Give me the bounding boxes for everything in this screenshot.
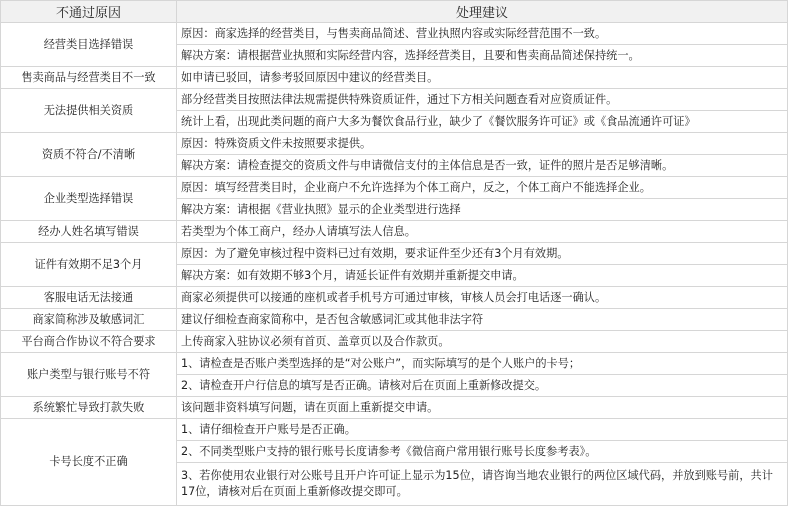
suggestion-cell: 2、请检查开户行信息的填写是否正确。请核对后在页面上重新修改提交。	[177, 375, 788, 397]
suggestion-cell: 统计上看，出现此类问题的商户大多为餐饮食品行业，缺少了《餐饮服务许可证》或《食品流通许可证》	[177, 111, 788, 133]
table-row	[1, 133, 788, 155]
table-row	[1, 23, 788, 45]
table-row	[1, 397, 788, 419]
suggestion-cell: 1、请检查是否账户类型选择的是“对公账户”，而实际填写的是个人账户的卡号；	[177, 353, 788, 375]
suggestion-cell: 解决方案：请检查提交的资质文件与申请微信支付的主体信息是否一致，证件的照片是否足够清晰。	[177, 155, 788, 177]
suggestion-cell: 3、若你使用农业银行对公账号且开户许可证上显示为15位，请咨询当地农业银行的两位区域代码，并放到账号前，共计17位，请核对后在页面上重新修改提交即可。	[177, 463, 788, 506]
reason-cell: 卡号长度不正确	[1, 419, 177, 506]
table-row	[1, 67, 788, 89]
table-row	[1, 287, 788, 309]
table-row	[1, 419, 788, 441]
reason-cell: 证件有效期不足3个月	[1, 243, 177, 287]
suggestion-cell: 原因：为了避免审核过程中资料已过有效期，要求证件至少还有3个月有效期。	[177, 243, 788, 265]
table-row	[1, 353, 788, 375]
reason-cell: 经营类目选择错误	[1, 23, 177, 67]
suggestion-cell: 上传商家入驻协议必须有首页、盖章页以及合作款页。	[177, 331, 788, 353]
suggestion-cell: 建议仔细检查商家简称中，是否包含敏感词汇或其他非法字符	[177, 309, 788, 331]
table-row	[1, 89, 788, 111]
table-row	[1, 177, 788, 199]
reason-cell: 企业类型选择错误	[1, 177, 177, 221]
reason-cell: 商家简称涉及敏感词汇	[1, 309, 177, 331]
suggestion-cell: 2、不同类型账户支持的银行账号长度请参考《微信商户常用银行账号长度参考表》。	[177, 441, 788, 463]
reason-cell: 经办人姓名填写错误	[1, 221, 177, 243]
table-row	[1, 331, 788, 353]
column-header-suggestion: 处理建议	[177, 1, 788, 23]
suggestion-cell: 如申请已驳回，请参考驳回原因中建议的经营类目。	[177, 67, 788, 89]
suggestion-cell: 原因：特殊资质文件未按照要求提供。	[177, 133, 788, 155]
table-row	[1, 221, 788, 243]
suggestion-cell: 若类型为个体工商户，经办人请填写法人信息。	[177, 221, 788, 243]
suggestion-cell: 部分经营类目按照法律法规需提供特殊资质证件，通过下方相关问题查看对应资质证件。	[177, 89, 788, 111]
reason-cell: 资质不符合/不清晰	[1, 133, 177, 177]
table-row	[1, 243, 788, 265]
table-body	[1, 23, 788, 506]
table-header-row	[1, 1, 788, 23]
suggestion-cell: 原因：填写经营类目时，企业商户不允许选择为个体工商户，反之，个体工商户不能选择企业。	[177, 177, 788, 199]
reason-cell: 平台商合作协议不符合要求	[1, 331, 177, 353]
suggestion-cell: 商家必须提供可以接通的座机或者手机号方可通过审核，审核人员会打电话逐一确认。	[177, 287, 788, 309]
reason-cell: 售卖商品与经营类目不一致	[1, 67, 177, 89]
suggestion-cell: 该问题非资料填写问题，请在页面上重新提交申请。	[177, 397, 788, 419]
suggestion-cell: 解决方案：如有效期不够3个月，请延长证件有效期并重新提交申请。	[177, 265, 788, 287]
suggestion-cell: 1、请仔细检查开户账号是否正确。	[177, 419, 788, 441]
suggestion-cell: 解决方案：请根据《营业执照》显示的企业类型进行选择	[177, 199, 788, 221]
reason-cell: 无法提供相关资质	[1, 89, 177, 133]
reason-cell: 客服电话无法接通	[1, 287, 177, 309]
reason-cell: 系统繁忙导致打款失败	[1, 397, 177, 419]
suggestion-cell: 解决方案：请根据营业执照和实际经营内容，选择经营类目，且要和售卖商品简述保持统一。	[177, 45, 788, 67]
column-header-reason: 不通过原因	[1, 1, 177, 23]
suggestion-cell: 原因：商家选择的经营类目，与售卖商品简述、营业执照内容或实际经营范围不一致。	[177, 23, 788, 45]
table-row	[1, 309, 788, 331]
reason-cell: 账户类型与银行账号不符	[1, 353, 177, 397]
